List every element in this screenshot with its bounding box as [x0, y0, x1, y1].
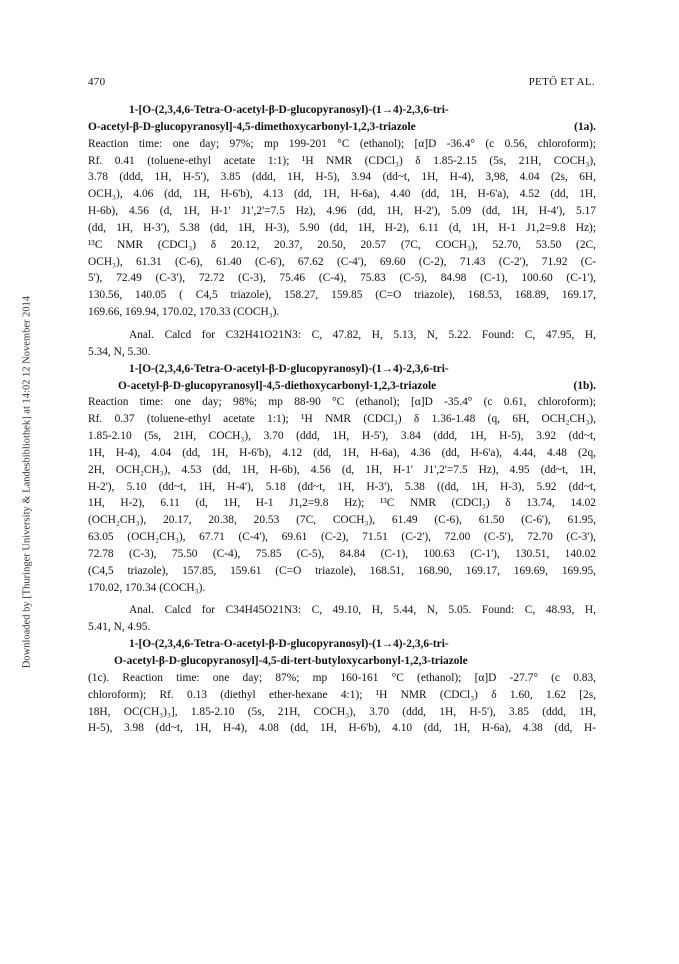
text-line: 1.85-2.10 (5s, 21H, COCH₃), 3.70 (ddd, 1H, H-5'), 3.84 (ddd, 1H, H-5), 3.92 (dd~t, [88, 430, 596, 443]
compound-1c-title-line-2: O-acetyl-β-D-glucopyranosyl]-4,5-di-tert-butyloxycarbonyl-1,2,3-triazole [114, 655, 468, 667]
compound-1a-title-line-1: 1-[O-(2,3,4,6-Tetra-O-acetyl-β-D-glucopyranosyl)-(1→4)-2,3,6-tri- [129, 104, 449, 116]
text-line: 2H, OCH₂CH₃), 4.53 (dd, 1H, H-6b), 4.56 (d, 1H, H-1' J1',2'=7.5 Hz), 4.95 (dd~t, 1H, [88, 463, 596, 476]
text-line: Rf. 0.41 (toluene-ethyl acetate 1:1); ¹H NMR (CDCl₃) δ 1.85-2.15 (5s, 21H, COCH₃), [88, 154, 596, 167]
text-line: H-5), 3.98 (dd~t, 1H, H-4), 4.08 (dd, 1H, H-6'b), 4.10 (dd, 1H, H-6a), 4.38 (dd, H- [88, 722, 596, 735]
text-line: 63.05 (OCH₂CH₃), 67.71 (C-4'), 69.61 (C-2), 71.51 (C-2'), 72.00 (C-5'), 72.70 (C-3'), [88, 531, 596, 544]
running-head: PETŐ ET AL. [528, 76, 595, 88]
article-body [88, 102, 596, 737]
text-line: ¹³C NMR (CDCl₃) δ 20.12, 20.37, 20.50, 20.57 (7C, COCH₃), 52.70, 53.50 (2C, [88, 238, 596, 251]
compound-1a-title-line-2: O-acetyl-β-D-glucopyranosyl]-4,5-dimethoxycarbonyl-1,2,3-triazole (1a). [88, 120, 596, 133]
text-line: chloroform); Rf. 0.13 (diethyl ether-hexane 4:1); ¹H NMR (CDCl₃) δ 1.60, 1.62 [2s, [88, 688, 596, 701]
text-line: 169.66, 169.94, 170.02, 170.33 (COCH₃). [88, 306, 280, 319]
analysis-line: 5.41, N, 4.95. [88, 621, 151, 634]
compound-1c-title-line-1: 1-[O-(2,3,4,6-Tetra-O-acetyl-β-D-glucopyranosyl)-(1→4)-2,3,6-tri- [129, 638, 449, 651]
text-line: OCH₃), 61.31 (C-6), 61.40 (C-6'), 67.62 (C-4'), 69.60 (C-2), 71.43 (C-2'), 71.92 (C- [88, 255, 596, 268]
text-line: Reaction time: one day; 97%; mp 199-201 °C (ethanol); [α]D -36.4° (c 0.56, chloroform); [88, 137, 596, 150]
analysis-line: 5.34, N, 5.30. [88, 345, 151, 358]
download-notice: Downloaded by [Thuringer University & Landesbibliothek] at 14:02 12 November 2014 [21, 295, 33, 669]
page-header [88, 76, 595, 92]
text-line: Rf. 0.37 (toluene-ethyl acetate 1:1); ¹H NMR (CDCl₃) δ 1.36-1.48 (q, 6H, OCH₂CH₃), [88, 413, 596, 426]
text-line: (dd, 1H, H-3'), 5.38 (dd, 1H, H-3), 5.90 (dd, 1H, H-2), 6.11 (d, 1H, H-1 J1,2=9.8 Hz); [88, 221, 596, 234]
text-line: H-2'), 5.10 (dd~t, 1H, H-4'), 5.18 (dd~t, 1H, H-3'), 5.38 ((dd, 1H, H-3), 5.92 (dd~t, [88, 480, 596, 493]
text-line: 18H, OC(CH₃)₃], 1.85-2.10 (5s, 21H, COCH₃), 3.70 (ddd, 1H, H-5'), 3.85 (ddd, 1H, [88, 705, 596, 718]
text-line: (1c). Reaction time: one day; 87%; mp 160-161 °C (ethanol); [α]D -27.7° (c 0.83, [88, 671, 596, 684]
text-line: 5'), 72.49 (C-3'), 72.72 (C-3), 75.46 (C-4), 75.83 (C-5), 84.98 (C-1), 100.60 (C-1'), [88, 272, 596, 285]
analysis-line: Anal. Calcd for C32H41O21N3: C, 47.82, H, 5.13, N, 5.22. Found: C, 47.95, H, [129, 328, 596, 341]
text-line: 170.02, 170.34 (COCH₃). [88, 581, 206, 594]
text-line: OCH₃), 4.06 (dd, 1H, H-6'b), 4.13 (dd, 1H, H-6a), 4.40 (dd, 1H, H-6'a), 4.52 (dd, 1H, [88, 188, 596, 201]
compound-1b-title-line-1: 1-[O-(2,3,4,6-Tetra-O-acetyl-β-D-glucopyranosyl)-(1→4)-2,3,6-tri- [129, 362, 449, 375]
text-line: H-6b), 4.56 (d, 1H, H-1' J1',2'=7.5 Hz), 4.96 (dd, 1H, H-2'), 5.09 (dd, 1H, H-4'), 5.17 [88, 205, 596, 218]
page-number: 470 [88, 76, 106, 88]
text-line: 3.78 (ddd, 1H, H-5'), 3.85 (ddd, 1H, H-5), 3.94 (dd~t, 1H, H-4), 3,98, 4.04 (2s, 6H, [88, 171, 596, 184]
compound-1b-title-line-2: O-acetyl-β-D-glucopyranosyl]-4,5-diethoxycarbonyl-1,2,3-triazole (1b). [118, 379, 596, 392]
text-line: 1H, H-4), 4.04 (dd, 1H, H-6'b), 4.12 (dd, 1H, H-6a), 4.36 (dd, H-6'a), 4.44, 4.48 (2q, [88, 446, 596, 459]
text-line: (OCH₂CH₃), 20.17, 20.38, 20.53 (7C, COCH₃), 61.49 (C-6), 61.50 (C-6'), 61.95, [88, 514, 596, 527]
text-line: 72.78 (C-3), 75.50 (C-4), 75.85 (C-5), 84.84 (C-1), 100.63 (C-1'), 130.51, 140.02 [88, 547, 596, 560]
text-line: 1H, H-2), 6.11 (d, 1H, H-1 J1,2=9.8 Hz); ¹³C NMR (CDCl₃) δ 13.74, 14.02 [88, 497, 596, 510]
text-line: 130.56, 140.05 ( C4,5 triazole), 158.27, 159.85 (C=O triazole), 168.53, 168.89, 169.17, [88, 289, 596, 302]
text-line: (C4,5 triazole), 157.85, 159.61 (C=O triazole), 168.51, 168.90, 169.17, 169.69, 169.95, [88, 564, 596, 577]
text-line: Reaction time: one day; 98%; mp 88-90 °C (ethanol); [α]D -35.4° (c 0.61, chloroform); [88, 396, 596, 409]
analysis-line: Anal. Calcd for C34H45O21N3: C, 49.10, H, 5.44, N, 5.05. Found: C, 48.93, H, [129, 604, 596, 617]
